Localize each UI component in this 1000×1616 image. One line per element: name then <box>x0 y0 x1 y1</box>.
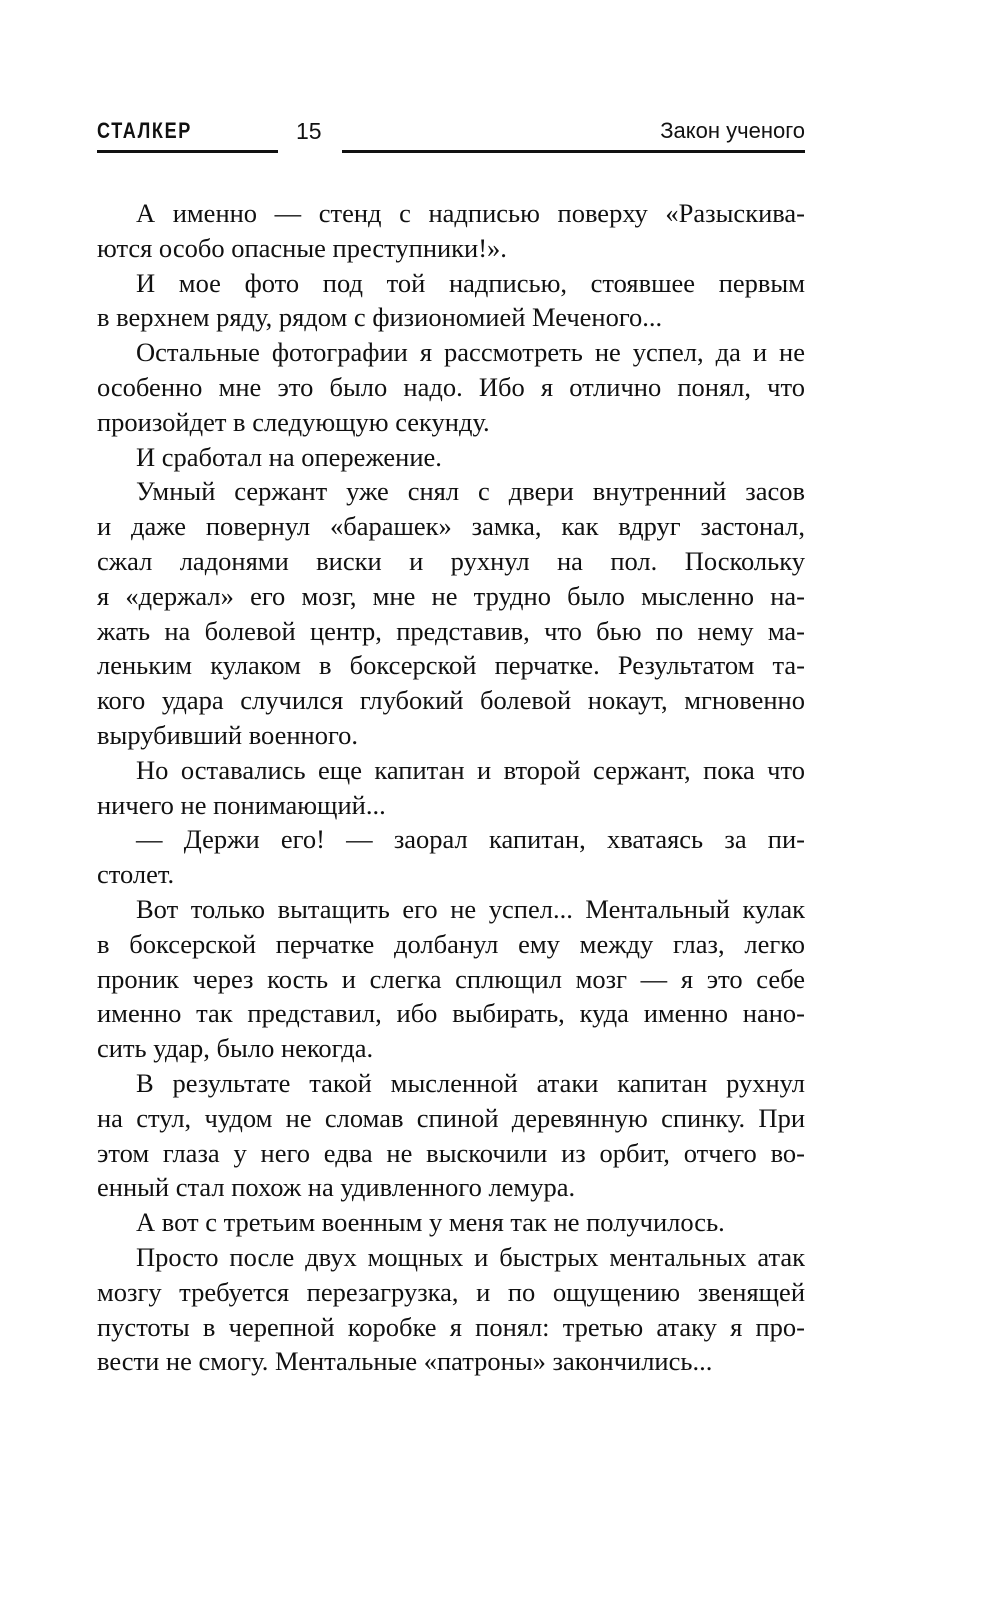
paragraph <box>97 266 805 336</box>
text-line: Остальные фотографии я рассмотреть не успел, да и не <box>136 337 805 368</box>
text-line: в боксерской перчатке долбанул ему между глаз, легко <box>97 928 805 959</box>
paragraph <box>97 335 805 439</box>
paragraph <box>97 474 805 752</box>
text-line: Просто после двух мощных и быстрых ментальных атак <box>136 1241 805 1272</box>
text-line: вести не смогу. Ментальные «патроны» закончились... <box>97 1346 713 1377</box>
paragraph <box>97 753 805 823</box>
text-line: жать на болевой центр, представив, что бью по нему ма- <box>97 615 805 646</box>
running-header-title <box>342 116 805 153</box>
text-line: пустоты в черепной коробке я понял: третью атаку я про- <box>97 1311 805 1342</box>
text-line: леньким кулаком в боксерской перчатке. Результатом та- <box>97 650 805 681</box>
text-line: енный стал похож на удивленного лемура. <box>97 1172 576 1203</box>
text-line: Умный сержант уже снял с двери внутренний засов <box>136 476 805 507</box>
text-line: в верхнем ряду, рядом с физиономией Меченого... <box>97 302 663 333</box>
text-line: ничего не понимающий... <box>97 789 386 820</box>
text-line: я «держал» его мозг, мне не трудно было мысленно на- <box>97 580 805 611</box>
text-line: столет. <box>97 859 175 890</box>
text-line: этом глаза у него едва не выскочили из орбит, отчего во- <box>97 1137 805 1168</box>
text-line: мозгу требуется перезагрузка, и по ощущению звенящей <box>97 1276 805 1307</box>
text-line: сжал ладонями виски и рухнул на пол. Поскольку <box>97 545 805 576</box>
series-name: СТАЛКЕР <box>97 118 192 143</box>
page-number: 15 <box>296 118 322 144</box>
text-line: особенно мне это было надо. Ибо я отлично понял, что <box>97 371 805 402</box>
text-line: А вот с третьим военным у меня так не получилось. <box>136 1207 725 1238</box>
paragraph <box>97 1205 805 1240</box>
text-line: ются особо опасные преступники!». <box>97 232 507 263</box>
text-line: В результате такой мысленной атаки капитан рухнул <box>136 1067 805 1098</box>
text-line: проник через кость и слегка сплющил мозг — я это себе <box>97 963 805 994</box>
paragraph <box>97 196 805 266</box>
paragraph <box>97 1066 805 1205</box>
text-line: И мое фото под той надписью, стоявшее первым <box>136 267 805 298</box>
text-line: — Держи его! — заорал капитан, хватаясь за пи- <box>136 824 805 855</box>
paragraph <box>97 892 805 1066</box>
page-body-text <box>97 196 805 1379</box>
running-header-series <box>97 116 278 153</box>
paragraph <box>97 440 805 475</box>
paragraph <box>97 822 805 892</box>
text-line: И сработал на опережение. <box>136 441 442 472</box>
text-line: и даже повернул «барашек» замка, как вдруг застонал, <box>97 511 805 542</box>
text-line: Вот только вытащить его не успел... Ментальный кулак <box>136 893 805 924</box>
text-line: произойдет в следующую секунду. <box>97 406 490 437</box>
paragraph <box>97 1240 805 1379</box>
text-line: вырубивший военного. <box>97 719 359 750</box>
text-line: сить удар, было некогда. <box>97 1033 374 1064</box>
text-line: А именно — стенд с надписью поверху «Разыскива- <box>136 198 805 228</box>
book-title: Закон ученого <box>660 118 805 143</box>
text-line: кого удара случился глубокий болевой нокаут, мгновенно <box>97 685 805 716</box>
text-line: на стул, чудом не сломав спиной деревянную спинку. При <box>97 1102 805 1133</box>
text-line: именно так представил, ибо выбирать, куда именно нано- <box>97 998 805 1029</box>
text-line: Но оставались еще капитан и второй сержант, пока что <box>136 754 805 785</box>
